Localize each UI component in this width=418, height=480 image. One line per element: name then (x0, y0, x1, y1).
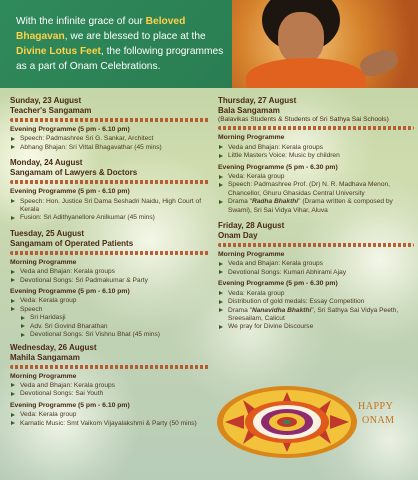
list-subitem: Adv. Sri Govind Bharathan (10, 323, 210, 331)
day-wednesday (10, 343, 210, 428)
list-item: Speech (10, 306, 210, 314)
header (0, 0, 418, 88)
programme-heading: Evening Programme (5 pm - 6.10 pm) (10, 288, 130, 296)
left-column (10, 96, 210, 431)
list-item: Veda: Kerala group (10, 411, 210, 419)
programme-heading: Evening Programme (5 pm - 6.30 pm) (218, 280, 338, 288)
list-item-drama: Drama "Nanavidha Bhakthi", Sri Sathya Sai Vidya Peeth, Sreesailam, Calicut (218, 307, 414, 324)
day-friday (218, 221, 414, 332)
list-item: Devotional Songs: Sri Padmakumar & Party (10, 277, 210, 285)
day-title: Sangamam of Lawyers & Doctors (10, 168, 138, 178)
divider (10, 118, 210, 122)
list-item: We pray for Divine Discourse (218, 323, 414, 331)
intro-text: With the infinite grace of our Beloved Bhagavan, we are blessed to place at the Divine Lotus Feet, the following programmes as a part of Onam Celebrations. (16, 16, 224, 72)
divider (10, 251, 210, 255)
day-tuesday (10, 229, 210, 340)
day-date: Wednesday, 26 August (10, 342, 97, 352)
day-title: Bala Sangamam (218, 106, 280, 115)
list-item: Abhang Bhajan: Sri Vittal Bhagavathar (45 mins) (10, 144, 210, 152)
list-subitem: Sri Haridasji (10, 314, 210, 322)
list-item: Veda and Bhajan: Kerala groups (218, 144, 414, 152)
day-date: Friday, 28 August (218, 221, 285, 231)
list-item: Devotional Songs: Kumari Abhirami Ajay (218, 269, 414, 277)
list-item: Veda: Kerala group (10, 297, 210, 305)
day-title: Onam Day (218, 231, 258, 241)
list-item: Speech: Padmashree Sri G. Sankar, Architect (10, 135, 210, 143)
list-item: Veda: Kerala group (218, 290, 414, 298)
day-thursday (218, 96, 414, 215)
list-item: Veda and Bhajan: Kerala groups (218, 260, 414, 268)
programme-heading: Morning Programme (218, 251, 285, 259)
programme-heading: Morning Programme (10, 258, 77, 266)
list-item: Little Masters Voice: Music by children (218, 152, 414, 160)
day-sunday (10, 96, 210, 152)
day-date: Monday, 24 August (10, 158, 83, 168)
programme-heading: Evening Programme (5 pm - 6.30 pm) (218, 163, 338, 171)
list-subitem: Devotional Songs: Sri Vishnu Bhat (45 mins) (10, 331, 210, 339)
portrait-photo (232, 0, 418, 88)
list-item: Devotional Songs: Sai Youth (10, 390, 210, 398)
programme-heading: Evening Programme (5 pm - 6.10 pm) (10, 126, 130, 133)
day-title: Sangamam of Operated Patients (10, 238, 134, 248)
list-item: Speech: Hon. Justice Sri Dama Seshadri Naidu, High Court of Kerala (10, 198, 210, 215)
right-column (218, 96, 414, 335)
list-item-drama: Drama "Radha Bhakthi" (Drama written & composed by Swami), Sri Sai Vidya Vihar, Aluva (218, 198, 414, 215)
day-date: Thursday, 27 August (218, 96, 297, 105)
day-title: Teacher's Sangamam (10, 106, 92, 115)
programme-heading: Evening Programme (5 pm - 6.10 pm) (10, 401, 130, 409)
divider (10, 180, 210, 184)
day-title: Mahila Sangamam (10, 352, 80, 362)
header-panel (0, 0, 232, 88)
list-item: Karnatic Music: Smt Vaikom Vijayalakshmi & Party (50 mins) (10, 420, 210, 428)
list-item: Veda and Bhajan: Kerala groups (10, 268, 210, 276)
list-item: Veda: Kerala group (218, 173, 414, 181)
pookalam-flower-icon (216, 384, 358, 460)
programme-heading: Evening Programme (5 pm - 6.10 pm) (10, 188, 130, 196)
happy-onam-greeting: HAPPY ONAM (358, 401, 395, 426)
divider (10, 365, 210, 369)
programme-heading: Morning Programme (218, 134, 285, 142)
list-item: Fusion: Sri Adithyanellore Anilkumar (45 mins) (10, 214, 210, 222)
list-item: Distribution of gold medals: Essay Competition (218, 298, 414, 306)
programme-heading: Morning Programme (10, 372, 77, 380)
list-item: Speech: Padmashree Prof. (Dr) N. R. Madhava Menon, Chancellor, Ghuru Ghasidas Central University (218, 181, 414, 198)
day-date: Tuesday, 25 August (10, 228, 85, 238)
day-date: Sunday, 23 August (10, 96, 82, 105)
day-monday (10, 158, 210, 223)
divider (218, 243, 414, 247)
list-item: Veda and Bhajan: Kerala groups (10, 382, 210, 390)
day-subtitle: (Balavikas Students & Students of Sri Sathya Sai Schools) (218, 116, 389, 123)
divider (218, 126, 414, 130)
